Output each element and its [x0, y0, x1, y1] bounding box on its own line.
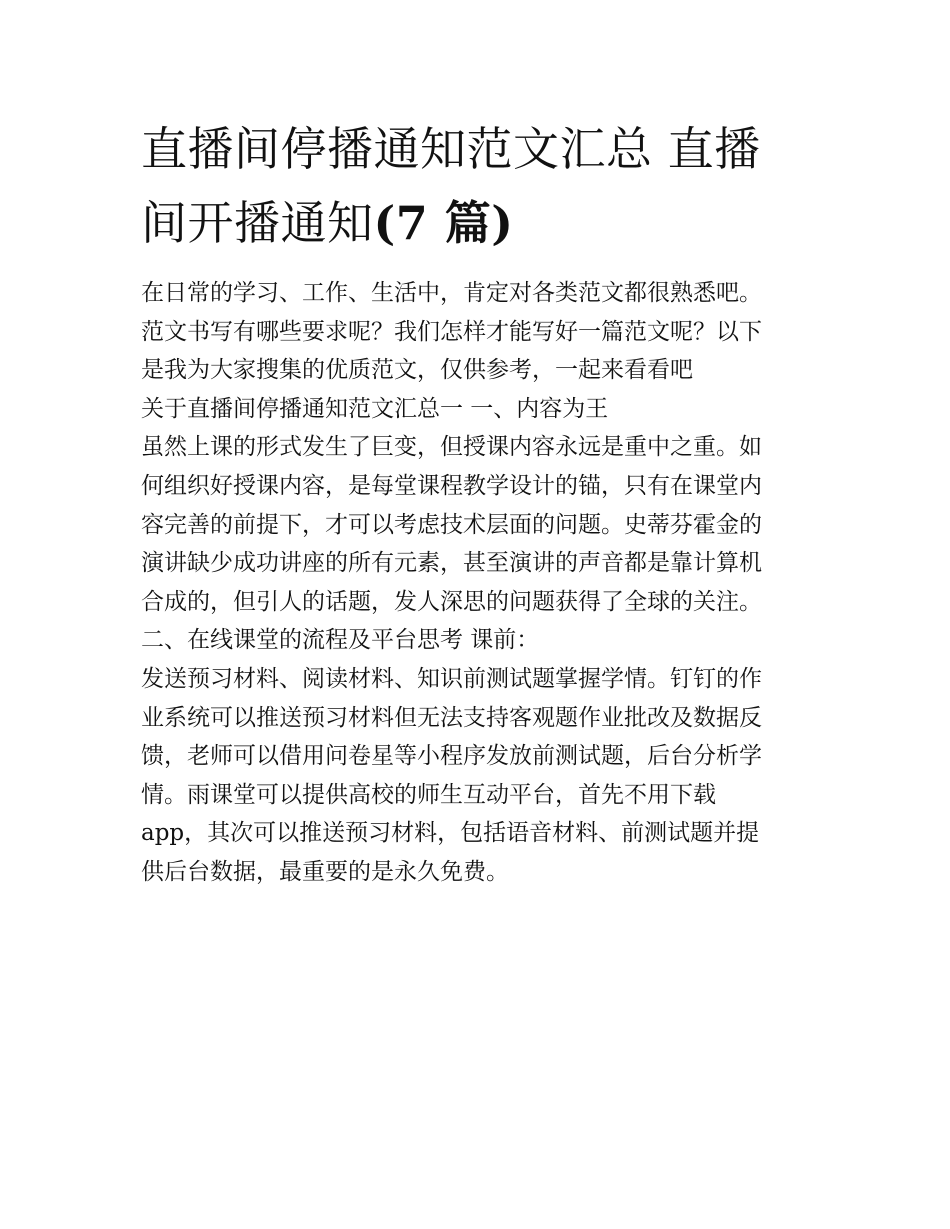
document-page — [141, 112, 821, 892]
body-line: 情。雨课堂可以提供高校的师生互动平台，首先不用下载 — [141, 781, 716, 808]
title-line-2 — [141, 186, 821, 260]
section-heading-2: 二、在线课堂的流程及平台思考 课前： — [141, 627, 540, 654]
body-line: 是我为大家搜集的优质范文，仅供参考，一起来看看吧 — [141, 357, 693, 384]
body-line: 虽然上课的形式发生了巨变，但授课内容永远是重中之重。如 — [141, 434, 762, 461]
title-line-2-text: 间开播通知 — [141, 196, 374, 250]
body-line: 在日常的学习、工作、生活中，肯定对各类范文都很熟悉吧。 — [141, 280, 762, 306]
title-count: (7 篇) — [373, 196, 514, 250]
body-line: 何组织好授课内容，是每堂课程教学设计的锚，只有在课堂内 — [141, 472, 762, 499]
body-line: 业系统可以推送预习材料但无法支持客观题作业批改及数据反 — [141, 704, 762, 731]
body-line: 范文书写有哪些要求呢？我们怎样才能写好一篇范文呢？以下 — [141, 318, 762, 345]
section-heading-1: 关于直播间停播通知范文汇总一 一、内容为王 — [141, 395, 609, 422]
body-line: 演讲缺少成功讲座的所有元素，甚至演讲的声音都是靠计算机 — [141, 550, 762, 577]
body-line: 供后台数据，最重要的是永久免费。 — [141, 858, 509, 885]
body-line: 合成的，但引人的话题，发人深思的问题获得了全球的关注。 — [141, 588, 762, 615]
document-body — [141, 274, 821, 892]
title-line-1: 直播间停播通知范文汇总 直播 — [141, 122, 761, 176]
document-title — [141, 112, 821, 260]
body-line: app，其次可以推送预习材料，包括语音材料、前测试题并提 — [141, 820, 760, 847]
body-line: 馈，老师可以借用问卷星等小程序发放前测试题，后台分析学 — [141, 743, 762, 770]
body-line: 发送预习材料、阅读材料、知识前测试题掌握学情。钉钉的作 — [141, 665, 762, 692]
body-line: 容完善的前提下，才可以考虑技术层面的问题。史蒂芬霍金的 — [141, 511, 762, 538]
